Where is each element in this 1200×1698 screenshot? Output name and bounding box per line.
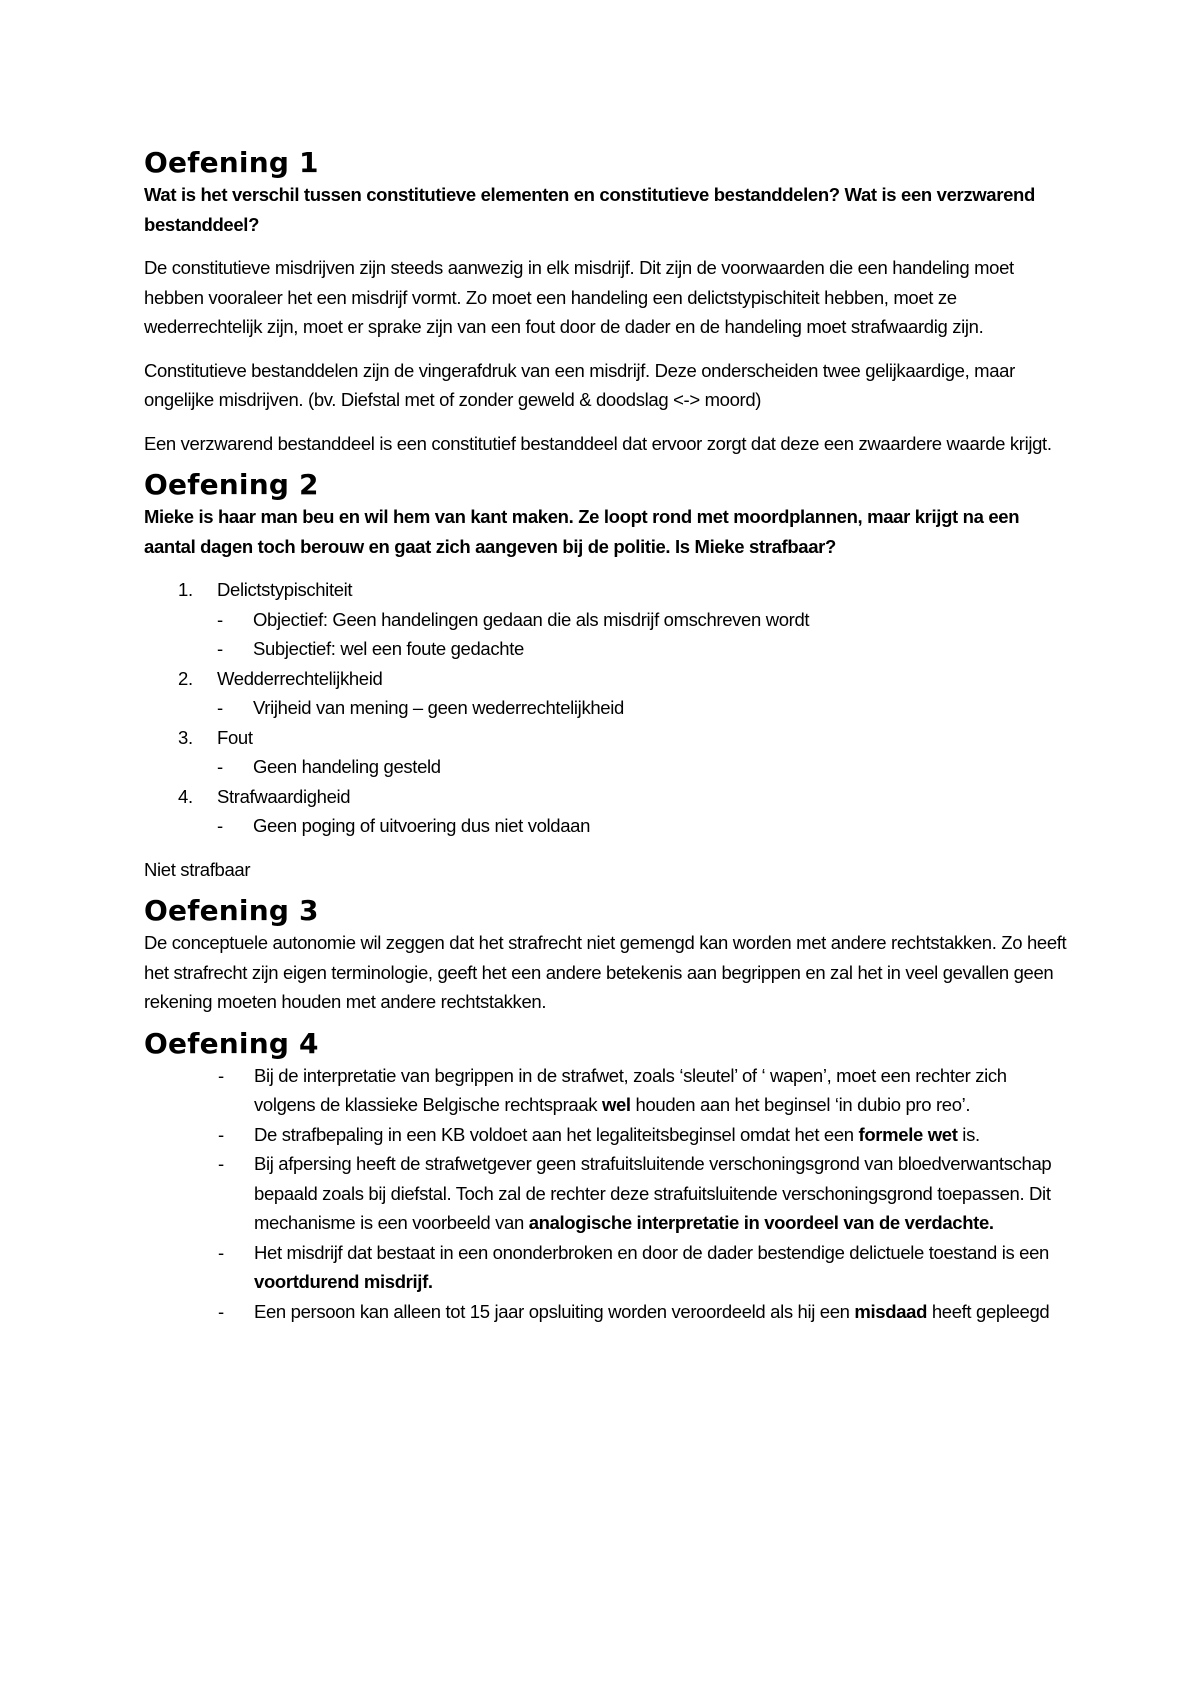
statement-text: De strafbepaling in een KB voldoet aan het legaliteitsbeginsel omdat het een <box>254 1123 859 1145</box>
statement-item <box>218 1149 1069 1238</box>
statement-bold: wel <box>601 1094 631 1115</box>
exercise-2-question: Mieke is haar man beu en wil hem van kant maken. Ze loopt rond met moordplannen, maar krijgt na een aantal dagen toch berouw en gaat zich aangeven bij de politie. Is Mieke strafbaar? <box>144 506 1020 557</box>
sub-item <box>217 752 1069 782</box>
sub-item-text: Geen poging of uitvoering dus niet voldaan <box>253 815 591 836</box>
sub-item <box>217 605 1069 635</box>
exercise-1-paragraph-1: De constitutieve misdrijven zijn steeds aanwezig in elk misdrijf. Dit zijn de voorwaarden die een handeling moet hebben vooraleer het een misdrijf vormt. Zo moet een handeling een delictstypischiteit hebben, moet ze wederrechtelijk zijn, moet er sprake zijn van een fout door de dader en de handeling moet strafwaardig zijn. <box>144 257 1014 337</box>
dash-bullet: - <box>217 608 223 630</box>
list-number: 1. <box>178 579 193 600</box>
statement-text-end: houden aan het beginsel ‘in dubio pro reo’. <box>630 1094 971 1115</box>
exercise-1-question: Wat is het verschil tussen constitutieve elementen en constitutieve bestanddelen? Wat is een verzwarend bestanddeel? <box>144 184 1035 235</box>
sub-item <box>217 693 1069 723</box>
dash-bullet: - <box>217 638 223 659</box>
dash-bullet: - <box>217 756 223 777</box>
list-number: 2. <box>178 667 193 689</box>
criteria-list <box>144 575 1069 841</box>
list-number: 3. <box>178 726 193 748</box>
exercise-3 <box>144 894 1069 1017</box>
criteria-item <box>144 782 1069 841</box>
statement-item <box>218 1297 1069 1327</box>
statements-list <box>144 1061 1069 1327</box>
statement-bold: analogische interpretatie in voordeel van de verdachte. <box>528 1212 994 1233</box>
criteria-sublist <box>217 693 1069 723</box>
statement-bold: misdaad <box>854 1300 928 1322</box>
sub-item <box>217 811 1069 841</box>
statement-bold: voortdurend misdrijf. <box>254 1271 433 1292</box>
exercise-3-heading: Oefening 3 <box>144 894 319 927</box>
statement-text-end: heeft gepleegd <box>927 1300 1050 1322</box>
exercise-2 <box>144 468 1069 884</box>
dash-bullet: - <box>218 1153 224 1174</box>
criteria-item <box>144 575 1069 664</box>
sub-item-text: Geen handeling gesteld <box>253 756 441 777</box>
exercise-2-conclusion: Niet strafbaar <box>144 858 251 880</box>
exercise-4 <box>144 1027 1069 1327</box>
exercise-1 <box>144 146 1069 458</box>
criteria-label: Strafwaardigheid <box>217 785 351 807</box>
exercise-2-heading: Oefening 2 <box>144 468 319 501</box>
statement-text: Bij afpersing heeft de strafwetgever geen strafuitsluitende verschoningsgrond van bloedverwantschap bepaald zoals bij diefstal. Toch zal de rechter deze strafuitsluitende verschoningsgrond toepassen. Dit mechanisme is een voorbeeld van <box>254 1153 1052 1233</box>
criteria-label: Wedderrechtelijkheid <box>217 667 383 689</box>
sub-item-text: Vrijheid van mening – geen wederrechtelijkheid <box>253 697 624 718</box>
exercise-1-paragraph-2: Constitutieve bestanddelen zijn de vingerafdruk van een misdrijf. Deze onderscheiden twee gelijkaardige, maar ongelijke misdrijven. (bv. Diefstal met of zonder geweld & doodslag <-> moord) <box>144 359 1015 410</box>
dash-bullet: - <box>218 1300 224 1322</box>
statement-bold: formele wet <box>858 1123 958 1145</box>
criteria-label: Fout <box>217 726 253 748</box>
dash-bullet: - <box>218 1064 224 1086</box>
statement-text: Een persoon kan alleen tot 15 jaar opsluiting worden veroordeeld als hij een <box>254 1300 855 1322</box>
statement-text: Het misdrijf dat bestaat in een ononderbroken en door de dader bestendige delictuele toestand is een <box>254 1241 1049 1263</box>
criteria-item <box>144 664 1069 723</box>
criteria-sublist <box>217 605 1069 664</box>
dash-bullet: - <box>217 815 223 836</box>
criteria-sublist <box>217 811 1069 841</box>
sub-item <box>217 634 1069 664</box>
statement-item <box>218 1120 1069 1150</box>
exercise-1-heading: Oefening 1 <box>144 146 319 179</box>
criteria-sublist <box>217 752 1069 782</box>
statement-item <box>218 1061 1069 1120</box>
criteria-label: Delictstypischiteit <box>217 579 353 600</box>
dash-bullet: - <box>218 1123 224 1145</box>
statement-text-end: is. <box>957 1123 980 1145</box>
exercise-3-text: De conceptuele autonomie wil zeggen dat het strafrecht niet gemengd kan worden met andere rechtstakken. Zo heeft het strafrecht zijn eigen terminologie, geeft het een andere betekenis aan begrippen en zal het in veel gevallen geen rekening moeten houden met andere rechtstakken. <box>144 932 1067 1012</box>
list-number: 4. <box>178 785 193 807</box>
statement-item <box>218 1238 1069 1297</box>
sub-item-text: Objectief: Geen handelingen gedaan die als misdrijf omschreven wordt <box>253 608 810 630</box>
exercise-4-heading: Oefening 4 <box>144 1026 319 1060</box>
statement-text: Bij de interpretatie van begrippen in de strafwet, zoals ‘sleutel’ of ‘ wapen’, moet een rechter zich volgens de klassieke Belgische rechtspraak <box>254 1064 1007 1115</box>
sub-item-text: Subjectief: wel een foute gedachte <box>253 638 524 659</box>
dash-bullet: - <box>217 697 223 718</box>
document-content <box>144 146 1069 1326</box>
criteria-item <box>144 723 1069 782</box>
exercise-1-paragraph-3: Een verzwarend bestanddeel is een constitutief bestanddeel dat ervoor zorgt dat deze een zwaardere waarde krijgt. <box>144 432 1052 454</box>
dash-bullet: - <box>218 1241 224 1263</box>
